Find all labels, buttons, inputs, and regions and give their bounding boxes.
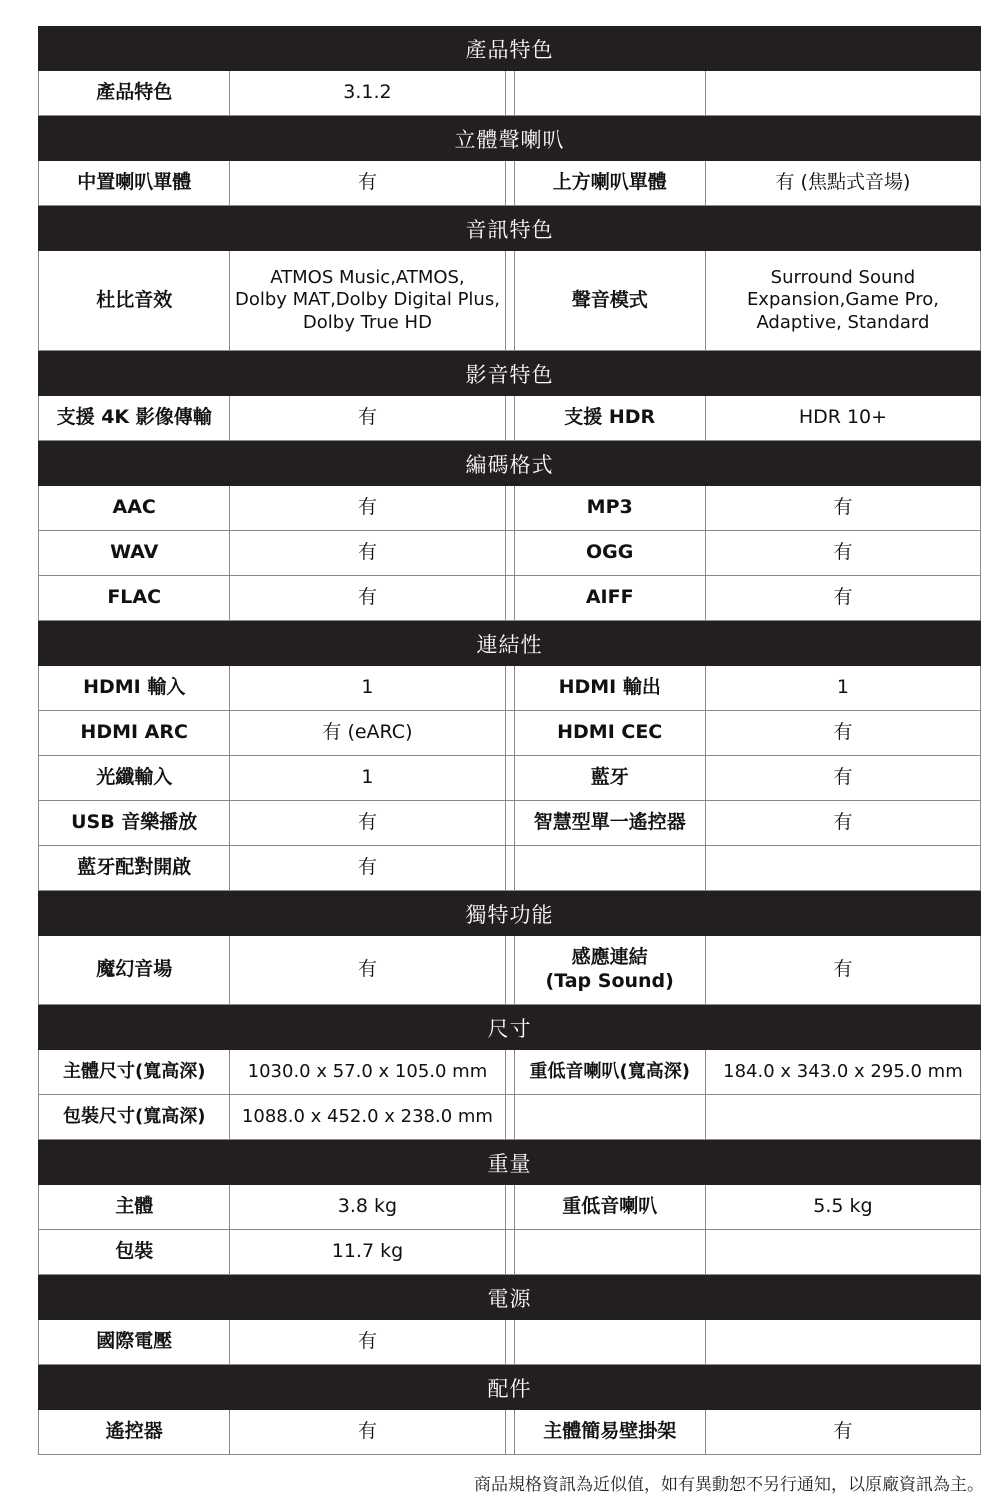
section-header-power: 電源 — [38, 1275, 981, 1320]
table-row — [38, 576, 981, 621]
table-row — [38, 1050, 981, 1095]
spec-value: 184.0 x 343.0 x 295.0 mm — [706, 1050, 981, 1094]
spec-value: 1 — [230, 756, 505, 800]
spec-label: AAC — [39, 486, 230, 530]
spec-value: 1 — [230, 666, 505, 710]
spec-label: OGG — [515, 531, 706, 575]
table-row — [38, 1185, 981, 1230]
spec-label: MP3 — [515, 486, 706, 530]
section-header-codecs: 編碼格式 — [38, 441, 981, 486]
column-divider — [506, 576, 515, 620]
spec-value: 有 — [230, 1320, 505, 1364]
spec-label: 支援 4K 影像傳輸 — [39, 396, 230, 440]
section-header-video: 影音特色 — [38, 351, 981, 396]
spec-value: ATMOS Music,ATMOS, Dolby MAT,Dolby Digital Plus, Dolby True HD — [230, 251, 505, 350]
spec-label — [515, 71, 706, 115]
section-header-size: 尺寸 — [38, 1005, 981, 1050]
spec-label: WAV — [39, 531, 230, 575]
spec-label: HDMI 輸出 — [515, 666, 706, 710]
spec-value: 有 — [706, 1410, 981, 1454]
spec-label — [515, 1230, 706, 1274]
spec-label: HDMI 輸入 — [39, 666, 230, 710]
section-header-speakers: 立體聲喇叭 — [38, 116, 981, 161]
spec-value: 有 — [230, 846, 505, 890]
table-row — [38, 756, 981, 801]
spec-label: HDMI ARC — [39, 711, 230, 755]
spec-value: Surround Sound Expansion,Game Pro, Adaptive, Standard — [706, 251, 981, 350]
spec-value: 3.1.2 — [230, 71, 505, 115]
spec-label: 藍牙 — [515, 756, 706, 800]
spec-label: HDMI CEC — [515, 711, 706, 755]
spec-label — [515, 1320, 706, 1364]
table-row — [38, 486, 981, 531]
section-header-features: 產品特色 — [38, 26, 981, 71]
column-divider — [506, 251, 515, 350]
spec-value: 11.7 kg — [230, 1230, 505, 1274]
spec-label: USB 音樂播放 — [39, 801, 230, 845]
column-divider — [506, 756, 515, 800]
column-divider — [506, 801, 515, 845]
spec-value — [706, 1230, 981, 1274]
spec-label: 智慧型單一遙控器 — [515, 801, 706, 845]
column-divider — [506, 161, 515, 205]
spec-label: 國際電壓 — [39, 1320, 230, 1364]
section-header-connectivity: 連結性 — [38, 621, 981, 666]
table-row — [38, 801, 981, 846]
column-divider — [506, 1410, 515, 1454]
column-divider — [506, 1320, 515, 1364]
spec-label: 光纖輸入 — [39, 756, 230, 800]
spec-value — [706, 71, 981, 115]
spec-value: 3.8 kg — [230, 1185, 505, 1229]
spec-value: 1030.0 x 57.0 x 105.0 mm — [230, 1050, 505, 1094]
spec-value: 有 — [230, 801, 505, 845]
spec-label: 感應連結 (Tap Sound) — [515, 936, 706, 1004]
spec-value — [706, 1095, 981, 1139]
table-row — [38, 161, 981, 206]
spec-value: 5.5 kg — [706, 1185, 981, 1229]
section-header-unique: 獨特功能 — [38, 891, 981, 936]
spec-value: 有 — [230, 486, 505, 530]
spec-value: 有 (eARC) — [230, 711, 505, 755]
spec-table — [38, 26, 981, 1455]
spec-value: 有 — [230, 161, 505, 205]
section-header-weight: 重量 — [38, 1140, 981, 1185]
spec-label: 產品特色 — [39, 71, 230, 115]
column-divider — [506, 1050, 515, 1094]
column-divider — [506, 486, 515, 530]
spec-label — [515, 846, 706, 890]
section-header-accessories: 配件 — [38, 1365, 981, 1410]
spec-value — [706, 846, 981, 890]
table-row — [38, 531, 981, 576]
spec-value: 有 — [706, 936, 981, 1004]
column-divider — [506, 1230, 515, 1274]
table-row — [38, 1410, 981, 1455]
spec-value: 有 — [230, 396, 505, 440]
spec-label: 中置喇叭單體 — [39, 161, 230, 205]
spec-value: 有 (焦點式音場) — [706, 161, 981, 205]
section-header-audio: 音訊特色 — [38, 206, 981, 251]
spec-label: 主體 — [39, 1185, 230, 1229]
spec-value: HDR 10+ — [706, 396, 981, 440]
table-row — [38, 251, 981, 351]
column-divider — [506, 666, 515, 710]
spec-label: 主體尺寸(寬高深) — [39, 1050, 230, 1094]
spec-value: 1 — [706, 666, 981, 710]
spec-value — [706, 1320, 981, 1364]
table-row — [38, 846, 981, 891]
table-row — [38, 396, 981, 441]
spec-value: 1088.0 x 452.0 x 238.0 mm — [230, 1095, 505, 1139]
spec-value: 有 — [230, 1410, 505, 1454]
column-divider — [506, 936, 515, 1004]
spec-label: 重低音喇叭 — [515, 1185, 706, 1229]
spec-value: 有 — [706, 711, 981, 755]
spec-value: 有 — [230, 576, 505, 620]
table-row — [38, 1230, 981, 1275]
spec-label: 主體簡易壁掛架 — [515, 1410, 706, 1454]
spec-label: 遙控器 — [39, 1410, 230, 1454]
spec-value: 有 — [230, 531, 505, 575]
spec-label: 聲音模式 — [515, 251, 706, 350]
spec-label: 藍牙配對開啟 — [39, 846, 230, 890]
column-divider — [506, 531, 515, 575]
spec-value: 有 — [706, 531, 981, 575]
spec-value: 有 — [706, 576, 981, 620]
spec-value: 有 — [706, 756, 981, 800]
spec-label: 杜比音效 — [39, 251, 230, 350]
spec-label: 支援 HDR — [515, 396, 706, 440]
spec-label: 重低音喇叭(寬高深) — [515, 1050, 706, 1094]
spec-label: 魔幻音場 — [39, 936, 230, 1004]
column-divider — [506, 71, 515, 115]
spec-label: 包裝尺寸(寬高深) — [39, 1095, 230, 1139]
spec-value: 有 — [706, 801, 981, 845]
spec-value: 有 — [706, 486, 981, 530]
spec-label — [515, 1095, 706, 1139]
column-divider — [506, 711, 515, 755]
table-row — [38, 1320, 981, 1365]
table-row — [38, 1095, 981, 1140]
column-divider — [506, 396, 515, 440]
column-divider — [506, 1185, 515, 1229]
table-row — [38, 711, 981, 756]
table-row — [38, 71, 981, 116]
table-row — [38, 936, 981, 1005]
column-divider — [506, 846, 515, 890]
footnote: 商品規格資訊為近似值，如有異動恕不另行通知，以原廠資訊為主。 — [474, 1475, 984, 1495]
spec-label: 上方喇叭單體 — [515, 161, 706, 205]
table-row — [38, 666, 981, 711]
column-divider — [506, 1095, 515, 1139]
spec-label: 包裝 — [39, 1230, 230, 1274]
spec-value: 有 — [230, 936, 505, 1004]
spec-label: AIFF — [515, 576, 706, 620]
spec-label: FLAC — [39, 576, 230, 620]
